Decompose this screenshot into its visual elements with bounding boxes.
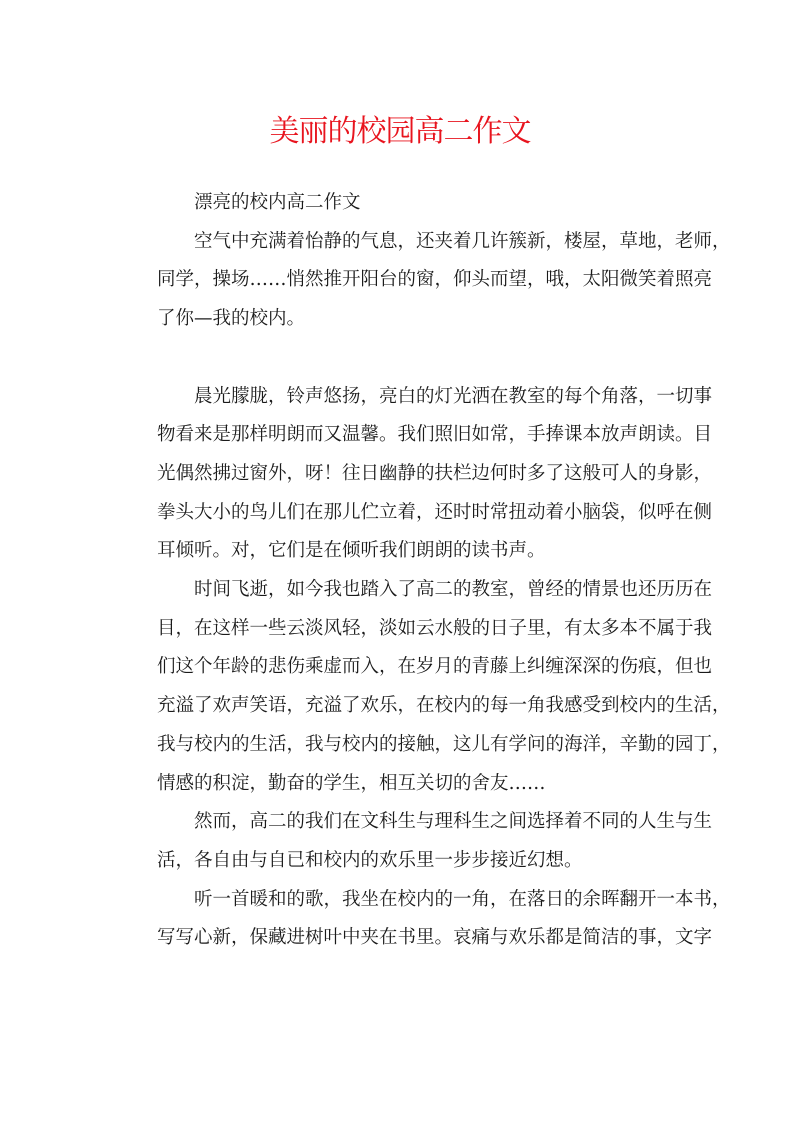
paragraph-line: 们这个年龄的悲伤乘虚而入，在岁月的青藤上纠缠深深的伤痕，但也 [157,656,713,678]
paragraph-line: 目，在这样一些云淡风轻，淡如云水般的日子里，有太多本不属于我 [157,617,713,639]
paragraph-1 [120,223,731,339]
paragraph-line: 耳倾听。对，它们是在倾听我们朗朗的读书声。 [157,540,546,562]
paragraph-line: 物看来是那样明朗而又温馨。我们照旧如常，手捧课本放声朗读。目 [157,424,713,446]
paragraph-line: 光偶然拂过窗外，呀！往日幽静的扶栏边何时多了这般可人的身影， [157,462,713,484]
paragraph-line: 然而，高二的我们在文科生与理科生之间选择着不同的人生与生 [194,811,713,833]
paragraph-line: 空气中充满着怡静的气息，还夹着几许簇新，楼屋，草地，老师， [194,230,731,252]
paragraph-gap [120,339,692,378]
subtitle-line [120,184,692,223]
paragraph-line: 我与校内的生活，我与校内的接触，这儿有学问的海洋，辛勤的园丁， [157,733,731,755]
paragraph-line: 晨光朦胧，铃声悠扬，亮白的灯光洒在教室的每个角落，一切事 [194,385,713,407]
paragraph-4 [120,803,713,880]
paragraph-line: 时间飞逝，如今我也踏入了高二的教室，曾经的情景也还历历在 [194,579,713,601]
document-title: 美丽的校园高二作文 [269,114,531,149]
paragraph-2 [120,378,713,572]
paragraph-3 [120,571,731,803]
paragraph-line: 充溢了欢声笑语，充溢了欢乐，在校内的每一角我感受到校内的生活， [157,695,731,717]
paragraph-line: 情感的积淀，勤奋的学生，相互关切的舍友…… [157,772,546,794]
paragraph-line: 听一首暖和的歌，我坐在校内的一角，在落日的余晖翻开一本书， [194,888,731,910]
paragraph-line: 活，各自由与自已和校内的欢乐里一步步接近幻想。 [157,849,583,871]
paragraph-line: 了你—我的校内。 [157,308,306,330]
document-body [120,184,731,958]
paragraph-line: 写写心新，保藏进树叶中夹在书里。哀痛与欢乐都是简洁的事，文字 [157,927,713,949]
paragraph-5 [120,881,731,958]
paragraph-line: 同学，操场……悄然推开阳台的窗，仰头而望，哦，太阳微笑着照亮 [157,269,713,291]
paragraph-line: 拳头大小的鸟儿们在那儿伫立着，还时时常扭动着小脑袋，似呼在侧 [157,501,713,523]
subtitle-text: 漂亮的校内高二作文 [194,192,361,213]
